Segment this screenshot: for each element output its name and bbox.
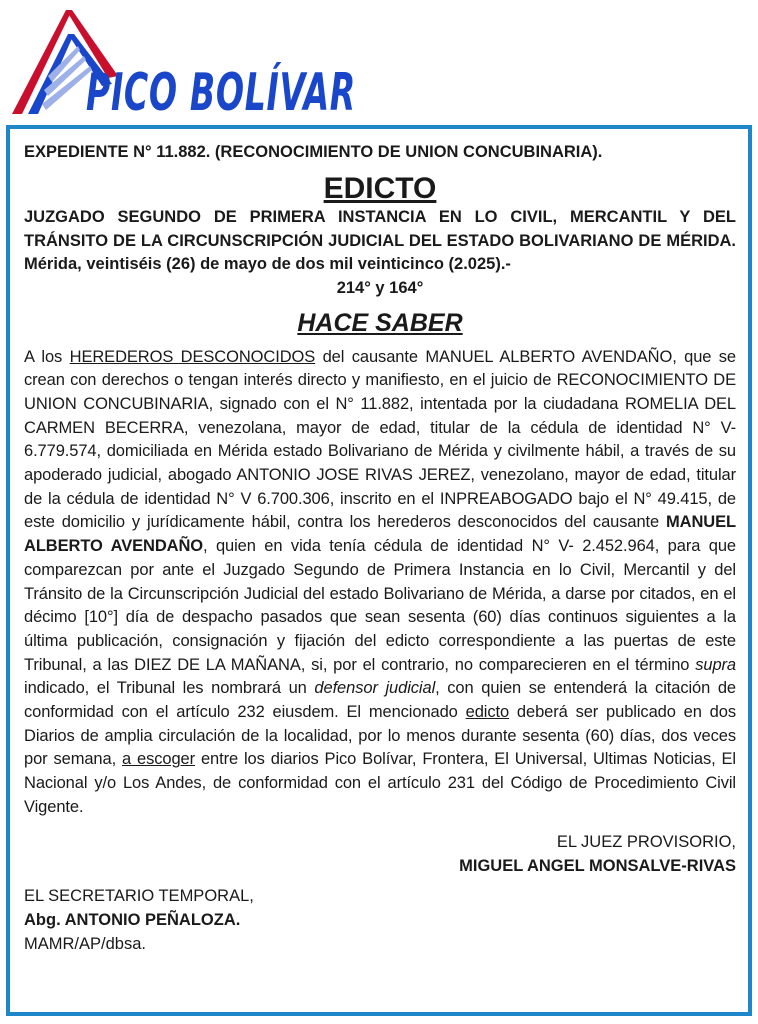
initials: MAMR/AP/dbsa. (24, 934, 146, 953)
judge-name: MIGUEL ANGEL MONSALVE-RIVAS (459, 856, 736, 875)
escoger-text: a escoger (122, 750, 196, 769)
edict-content (24, 143, 736, 956)
secretary-title: EL SECRETARIO TEMPORAL, (24, 886, 254, 905)
edict-frame (6, 125, 752, 1016)
years-line: 214° y 164° (336, 278, 424, 297)
defensor-text: defensor judicial (314, 679, 436, 698)
court-heading: JUZGADO SEGUNDO DE PRIMERA INSTANCIA EN LO CIVIL, MERCANTIL Y DEL TRÁNSITO DE LA CIRCUNSCRIPCIÓN JUDICIAL DEL ESTADO BOLIVARIANO DE MÉRIDA. Mérida, veintiséis (26) de mayo de dos mil veinticinco (2.025).- (24, 208, 736, 273)
edicto-text: edicto (465, 703, 510, 722)
edict-title: EDICTO (323, 172, 437, 205)
expediente-line: EXPEDIENTE N° 11.882. (RECONOCIMIENTO DE UNION CONCUBINARIA). (24, 143, 603, 161)
logo-mountain-icon (8, 6, 510, 123)
pico-bolivar-logo (8, 6, 510, 123)
secretary-name: Abg. ANTONIO PEÑALOZA. (24, 910, 241, 929)
supra-text: supra (695, 655, 736, 674)
herederos-text: HEREDEROS DESCONOCIDOS (69, 347, 316, 366)
causante-name: MANUEL ALBERTO AVENDAÑO (24, 513, 736, 556)
secretary-signature (24, 884, 736, 956)
edict-body: A los HEREDEROS DESCONOCIDOS del causante MANUEL ALBERTO AVENDAÑO, que se crean con derechos o tengan interés directo y manifiesto, en el juicio de RECONOCIMIENTO DE UNION CONCUBINARIA, signado con el N° 11.882, intentada por la ciudadana ROMELIA DEL CARMEN BECERRA, venezolana, mayor de edad, titular de la cédula de identidad N° V- 6.779.574, domiciliada en Mérida estado Bolivariano de Mérida y civilmente hábil, a través de su apoderado judicial, abogado ANTONIO JOSE RIVAS JEREZ, venezolano, mayor de edad, titular de la cédula de identidad N° V 6.700.306, inscrito en el INPREABOGADO bajo el N° 49.415, de este domicilio y jurídicamente hábil, contra los herederos desconocidos del causante MANUEL ALBERTO AVENDAÑO, quien en vida tenía cédula de identidad N° V- 2.452.964, para que comparezcan por ante el Juzgado Segundo de Primera Instancia en lo Civil, Mercantil y del Tránsito de la Circunscripción Judicial del estado Bolivariano de Mérida, a darse por citados, en el décimo [10°] día de despacho pasados que sean sesenta (60) días continuos siguientes a la última publicación, consignación y fijación del edicto correspondiente a las puertas de este Tribunal, a las DIEZ DE LA MAÑANA, si, por el contrario, no comparecieren en el término supra indicado, el Tribunal les nombrará un defensor judicial, con quien se entenderá la citación de conformidad con el artículo 232 eiusdem. El mencionado edicto deberá ser publicado en dos Diarios de amplia circulación de la localidad, por lo menos durante sesenta (60) días, dos veces por semana, a escoger entre los diarios Pico Bolívar, Frontera, El Universal, Ultimas Noticias, El Nacional y/o Los Andes, de conformidad con el artículo 231 del Código de Procedimiento Civil Vigente. (24, 347, 736, 816)
judge-signature (24, 830, 736, 878)
judge-title: EL JUEZ PROVISORIO, (556, 832, 736, 851)
hace-saber-heading: HACE SABER (297, 308, 463, 337)
logo-text: PICO BOLÍVAR (86, 63, 510, 123)
